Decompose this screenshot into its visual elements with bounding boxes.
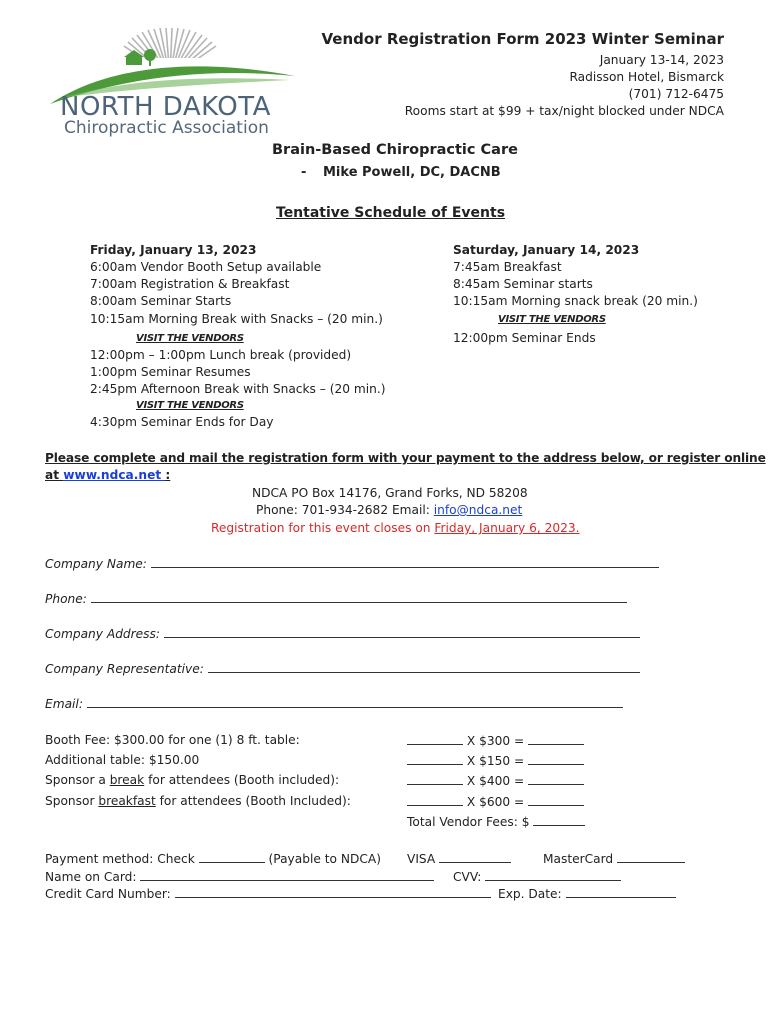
saturday-item: 8:45am Seminar starts [453, 277, 593, 291]
sponsor-break-total-field[interactable] [528, 772, 584, 785]
saturday-item: 10:15am Morning snack break (20 min.) [453, 294, 698, 308]
payment-check-row [45, 850, 381, 869]
sponsor-break-post: for attendees (Booth included): [144, 773, 340, 787]
website-link[interactable]: www.ndca.net [63, 468, 166, 482]
booth-fee-label: Booth Fee: $300.00 for one (1) 8 ft. table: [45, 733, 300, 747]
friday-item: 1:00pm Seminar Resumes [90, 365, 251, 379]
booth-fee-calc [407, 732, 584, 751]
name-on-card-row [45, 868, 434, 887]
friday-item: 10:15am Morning Break with Snacks – (20 min.) [90, 312, 383, 326]
sponsor-break-word: break [109, 773, 145, 787]
payment-method-label: Payment method: Check [45, 852, 195, 866]
logo-subtitle: Chiropractic Association [64, 118, 269, 138]
company-name-row [45, 555, 659, 574]
visa-row [407, 850, 511, 869]
company-address-row [45, 625, 640, 644]
total-fees-label: Total Vendor Fees: $ [407, 815, 530, 829]
logo-title: NORTH DAKOTA [60, 92, 271, 122]
deadline-notice [211, 520, 580, 538]
sponsor-breakfast-calc [407, 793, 584, 812]
additional-table-label: Additional table: $150.00 [45, 753, 200, 767]
phone-field[interactable] [91, 590, 627, 603]
sponsor-break-label [45, 772, 339, 790]
visit-vendors-label: VISIT THE VENDORS [498, 314, 606, 325]
additional-qty-field[interactable] [407, 752, 463, 765]
sponsor-breakfast-total-field[interactable] [528, 793, 584, 806]
instructions-colon: : [165, 468, 171, 482]
header-phone: (701) 712-6475 [628, 87, 724, 101]
additional-total-field[interactable] [528, 752, 584, 765]
sponsor-breakfast-label [45, 793, 351, 811]
card-number-label: Credit Card Number: [45, 887, 171, 901]
sponsor-break-calc-text: X $400 = [466, 774, 525, 788]
phone-row [45, 590, 627, 609]
email-label: Email: [45, 697, 83, 711]
check-field[interactable] [199, 850, 265, 863]
sponsor-breakfast-calc-text: X $600 = [466, 795, 525, 809]
card-number-row [45, 885, 491, 904]
company-name-field[interactable] [151, 555, 659, 568]
visa-label: VISA [407, 852, 436, 866]
header-venue: Radisson Hotel, Bismarck [569, 70, 724, 84]
mailing-address: NDCA PO Box 14176, Grand Forks, ND 58208 [252, 486, 528, 500]
instructions-text: Please complete and mail the registration form with your payment to the address below, or register online [45, 451, 766, 465]
sponsor-breakfast-word: breakfast [98, 794, 156, 808]
phone-label: Phone: [45, 592, 87, 606]
sponsor-break-qty-field[interactable] [407, 772, 463, 785]
booth-total-field[interactable] [528, 732, 584, 745]
friday-item: 2:45pm Afternoon Break with Snacks – (20 min.) [90, 382, 386, 396]
name-on-card-label: Name on Card: [45, 870, 137, 884]
sponsor-breakfast-post: for attendees (Booth Included): [155, 794, 351, 808]
email-link[interactable]: info@ndca.net [433, 503, 523, 517]
instructions-at: at [45, 468, 64, 482]
booth-qty-field[interactable] [407, 732, 463, 745]
company-rep-label: Company Representative: [45, 662, 204, 676]
email-row [45, 695, 623, 714]
header-rooms: Rooms start at $99 + tax/night blocked under NDCA [404, 104, 724, 118]
additional-table-calc [407, 752, 584, 771]
instructions-text-2 [45, 467, 170, 485]
card-number-field[interactable] [175, 885, 491, 898]
exp-date-label: Exp. Date: [498, 887, 562, 901]
cvv-label: CVV: [453, 870, 482, 884]
saturday-heading: Saturday, January 14, 2023 [453, 243, 640, 257]
company-address-field[interactable] [164, 625, 640, 638]
friday-item: 4:30pm Seminar Ends for Day [90, 415, 274, 429]
friday-item: 8:00am Seminar Starts [90, 294, 232, 308]
speaker-name: Mike Powell, DC, DACNB [323, 165, 501, 180]
cvv-row [453, 868, 621, 887]
company-rep-row [45, 660, 640, 679]
company-address-label: Company Address: [45, 627, 160, 641]
visit-vendors-label: VISIT THE VENDORS [136, 333, 244, 344]
mastercard-row [543, 850, 685, 869]
speaker-dash: - [301, 165, 307, 180]
header-date: January 13-14, 2023 [599, 53, 724, 67]
visa-field[interactable] [439, 850, 511, 863]
saturday-item: 7:45am Breakfast [453, 260, 562, 274]
additional-calc-text: X $150 = [466, 754, 525, 768]
sponsor-break-calc [407, 772, 584, 791]
deadline-prefix: Registration for this event closes on [211, 521, 435, 535]
sponsor-breakfast-pre: Sponsor [45, 794, 99, 808]
seminar-title: Brain-Based Chiropractic Care [272, 142, 518, 158]
friday-item: 6:00am Vendor Booth Setup available [90, 260, 322, 274]
cvv-field[interactable] [485, 868, 621, 881]
schedule-title: Tentative Schedule of Events [276, 205, 506, 221]
booth-calc-text: X $300 = [466, 734, 525, 748]
deadline-date: Friday, January 6, 2023. [434, 521, 580, 535]
visit-vendors-label: VISIT THE VENDORS [136, 400, 244, 411]
friday-item: 12:00pm – 1:00pm Lunch break (provided) [90, 348, 352, 362]
friday-item: 7:00am Registration & Breakfast [90, 277, 290, 291]
exp-date-field[interactable] [566, 885, 676, 898]
total-fees-field[interactable] [533, 813, 585, 826]
saturday-item: 12:00pm Seminar Ends [453, 331, 596, 345]
email-field[interactable] [87, 695, 623, 708]
mastercard-label: MasterCard [543, 852, 614, 866]
total-fees-row [407, 813, 585, 832]
payable-note: (Payable to NDCA) [268, 852, 381, 866]
ndca-logo [40, 28, 300, 140]
name-on-card-field[interactable] [140, 868, 434, 881]
contact-line [256, 502, 522, 520]
form-title: Vendor Registration Form 2023 Winter Seminar [321, 30, 724, 48]
company-name-label: Company Name: [45, 557, 147, 571]
sponsor-breakfast-qty-field[interactable] [407, 793, 463, 806]
exp-date-row [498, 885, 676, 904]
company-rep-field[interactable] [208, 660, 640, 673]
mastercard-field[interactable] [617, 850, 685, 863]
friday-heading: Friday, January 13, 2023 [90, 243, 257, 257]
sponsor-break-pre: Sponsor a [45, 773, 110, 787]
contact-phone: Phone: 701-934-2682 Email: [256, 503, 434, 517]
